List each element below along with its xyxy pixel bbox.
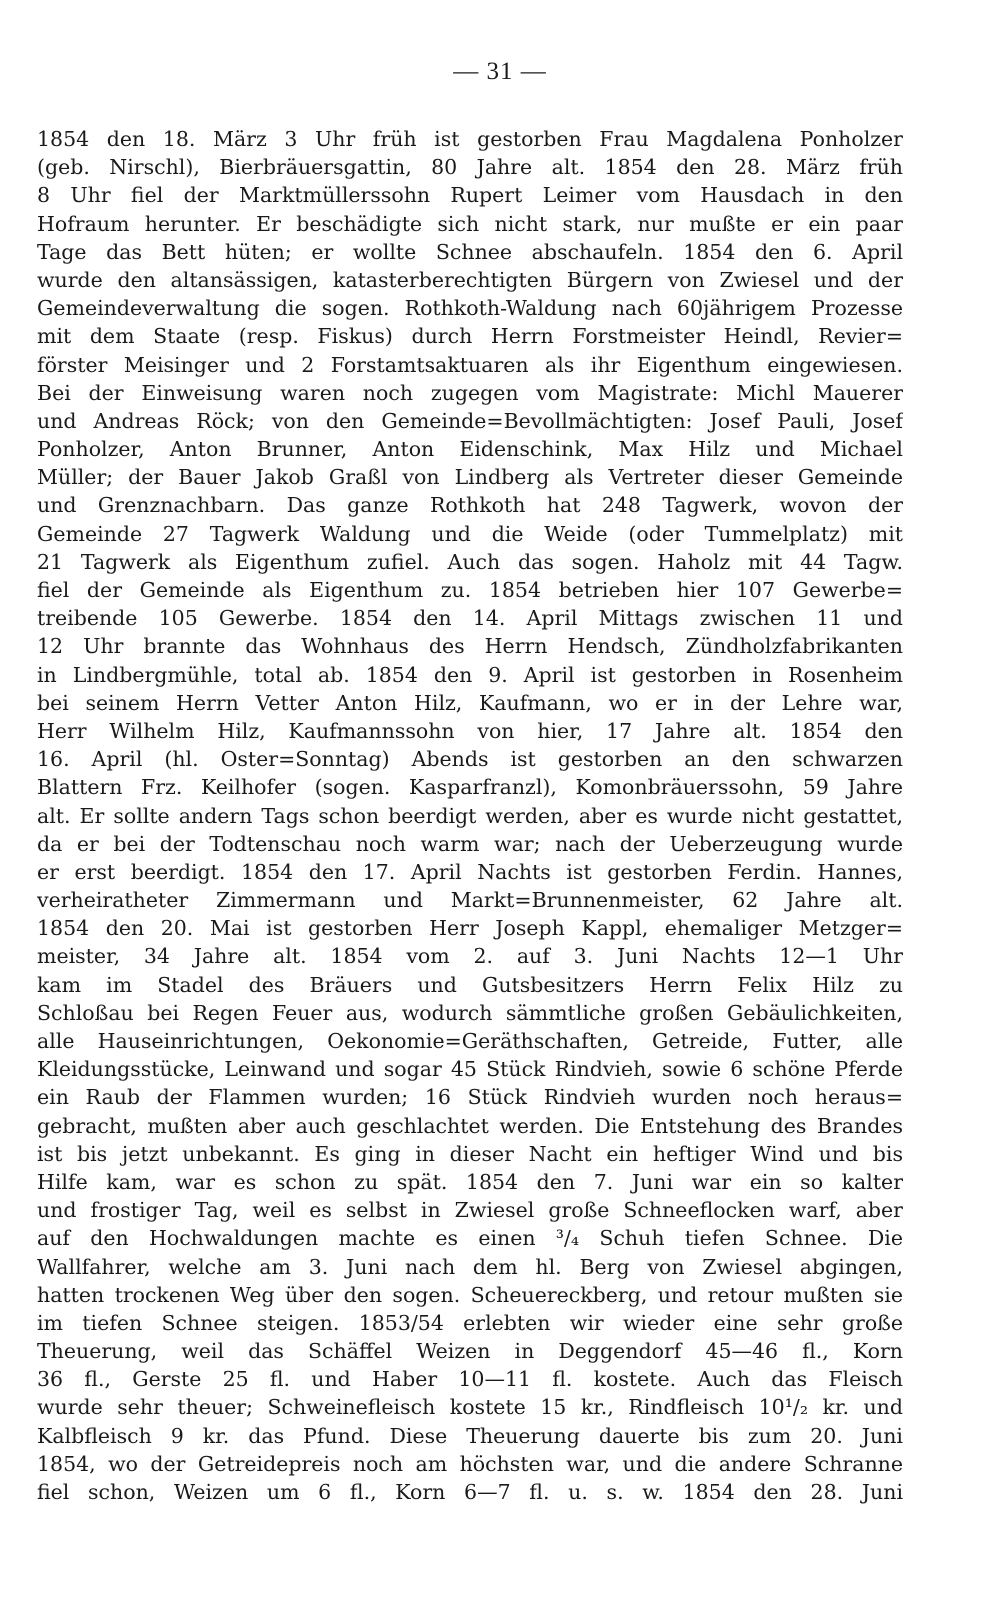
text-line: Gemeindeverwaltung die sogen. Rothkoth-Waldung nach 60jährigem Prozesse (37, 296, 903, 321)
text-line: auf den Hochwaldungen machte es einen ³/₄ Schuh tiefen Schnee. Die (37, 1226, 903, 1251)
page-text-body (37, 125, 903, 1506)
text-line: Blattern Frz. Keilhofer (sogen. Kasparfranzl), Komonbräuerssohn, 59 Jahre (37, 775, 903, 800)
text-line: kam im Stadel des Bräuers und Gutsbesitzers Herrn Felix Hilz zu (37, 972, 903, 997)
text-line: 8 Uhr fiel der Marktmüllerssohn Rupert Leimer vom Hausdach in den (37, 183, 903, 208)
text-line: hatten trockenen Weg über den sogen. Scheuereckberg, und retour mußten sie (37, 1282, 903, 1307)
text-line: in Lindbergmühle, total ab. 1854 den 9. April ist gestorben in Rosenheim (37, 662, 903, 687)
text-line: Kalbfleisch 9 kr. das Pfund. Diese Theuerung dauerte bis zum 20. Juni (37, 1423, 903, 1448)
text-line: gebracht, mußten aber auch geschlachtet werden. Die Entstehung des Brandes (37, 1113, 903, 1138)
text-line: Theuerung, weil das Schäffel Weizen in Deggendorf 45—46 fl., Korn (37, 1339, 903, 1364)
page-number-header: — 31 — (453, 58, 547, 85)
text-line: meister, 34 Jahre alt. 1854 vom 2. auf 3. Juni Nachts 12—1 Uhr (37, 944, 903, 969)
text-line: und Andreas Röck; von den Gemeinde=Bevollmächtigten: Josef Pauli, Josef (37, 408, 903, 433)
text-line: Bei der Einweisung waren noch zugegen vom Magistrate: Michl Mauerer (37, 380, 903, 405)
text-line: wurde den altansässigen, katasterberechtigten Bürgern von Zwiesel und der (37, 267, 903, 292)
text-line: Schloßau bei Regen Feuer aus, wodurch sämmtliche großen Gebäulichkeiten, (37, 1000, 903, 1025)
text-line: Wallfahrer, welche am 3. Juni nach dem hl. Berg von Zwiesel abgingen, (37, 1254, 903, 1279)
text-line: Ponholzer, Anton Brunner, Anton Eidenschink, Max Hilz und Michael (37, 437, 903, 462)
text-line: 36 fl., Gerste 25 fl. und Haber 10—11 fl. kostete. Auch das Fleisch (37, 1367, 903, 1392)
text-line: ist bis jetzt unbekannt. Es ging in dieser Nacht ein heftiger Wind und bis (37, 1141, 903, 1166)
text-line: 1854, wo der Getreidepreis noch am höchsten war, und die andere Schranne (37, 1451, 903, 1476)
text-line: er erst beerdigt. 1854 den 17. April Nachts ist gestorben Ferdin. Hannes, (37, 859, 903, 884)
text-line: bei seinem Herrn Vetter Anton Hilz, Kaufmann, wo er in der Lehre war, (37, 690, 903, 715)
text-line: treibende 105 Gewerbe. 1854 den 14. April Mittags zwischen 11 und (37, 606, 903, 631)
text-line: da er bei der Todtenschau noch warm war; nach der Ueberzeugung wurde (37, 831, 903, 856)
text-line: im tiefen Schnee steigen. 1853/54 erlebten wir wieder eine sehr große (37, 1310, 903, 1335)
text-line: 16. April (hl. Oster=Sonntag) Abends ist gestorben an den schwarzen (37, 747, 903, 772)
text-line: alle Hauseinrichtungen, Oekonomie=Geräthschaften, Getreide, Futter, alle (37, 1029, 903, 1053)
text-line: förster Meisinger und 2 Forstamtsaktuaren als ihr Eigenthum eingewiesen. (37, 352, 903, 377)
text-line: Gemeinde 27 Tagwerk Waldung und die Weide (oder Tummelplatz) mit (37, 521, 903, 546)
text-line: 21 Tagwerk als Eigenthum zufiel. Auch das sogen. Haholz mit 44 Tagw. (37, 549, 903, 574)
text-line: Hilfe kam, war es schon zu spät. 1854 den 7. Juni war ein so kalter (37, 1169, 903, 1194)
text-line: Kleidungsstücke, Leinwand und sogar 45 Stück Rindvieh, sowie 6 schöne Pferde (37, 1057, 903, 1082)
text-line: (geb. Nirschl), Bierbräuersgattin, 80 Jahre alt. 1854 den 28. März früh (37, 155, 903, 180)
text-line: 1854 den 18. März 3 Uhr früh ist gestorben Frau Magdalena Ponholzer (37, 127, 903, 151)
text-line: mit dem Staate (resp. Fiskus) durch Herrn Forstmeister Heindl, Revier= (37, 324, 903, 349)
text-line: 12 Uhr brannte das Wohnhaus des Herrn Hendsch, Zündholzfabrikanten (37, 634, 903, 659)
text-line: und frostiger Tag, weil es selbst in Zwiesel große Schneeflocken warf, aber (37, 1198, 903, 1223)
text-line: Herr Wilhelm Hilz, Kaufmannssohn von hier, 17 Jahre alt. 1854 den (37, 718, 903, 743)
text-line: wurde sehr theuer; Schweinefleisch kostete 15 kr., Rindfleisch 10¹/₂ kr. und (37, 1395, 903, 1420)
text-line: alt. Er sollte andern Tags schon beerdigt werden, aber es wurde nicht gestattet, (37, 803, 903, 828)
text-line: 1854 den 20. Mai ist gestorben Herr Joseph Kappl, ehemaliger Metzger= (37, 916, 903, 941)
text-line: fiel der Gemeinde als Eigenthum zu. 1854 betrieben hier 107 Gewerbe= (37, 578, 903, 602)
text-line: Müller; der Bauer Jakob Graßl von Lindberg als Vertreter dieser Gemeinde (37, 465, 903, 490)
text-line: verheiratheter Zimmermann und Markt=Brunnenmeister, 62 Jahre alt. (37, 888, 903, 913)
text-line: Hofraum herunter. Er beschädigte sich nicht stark, nur mußte er ein paar (37, 211, 903, 236)
text-line: ein Raub der Flammen wurden; 16 Stück Rindvieh wurden noch heraus= (37, 1085, 903, 1110)
text-line: Tage das Bett hüten; er wollte Schnee abschaufeln. 1854 den 6. April (37, 239, 903, 264)
text-line: fiel schon, Weizen um 6 fl., Korn 6—7 fl. u. s. w. 1854 den 28. Juni (37, 1480, 903, 1504)
text-line: und Grenznachbarn. Das ganze Rothkoth hat 248 Tagwerk, wovon der (37, 493, 903, 518)
